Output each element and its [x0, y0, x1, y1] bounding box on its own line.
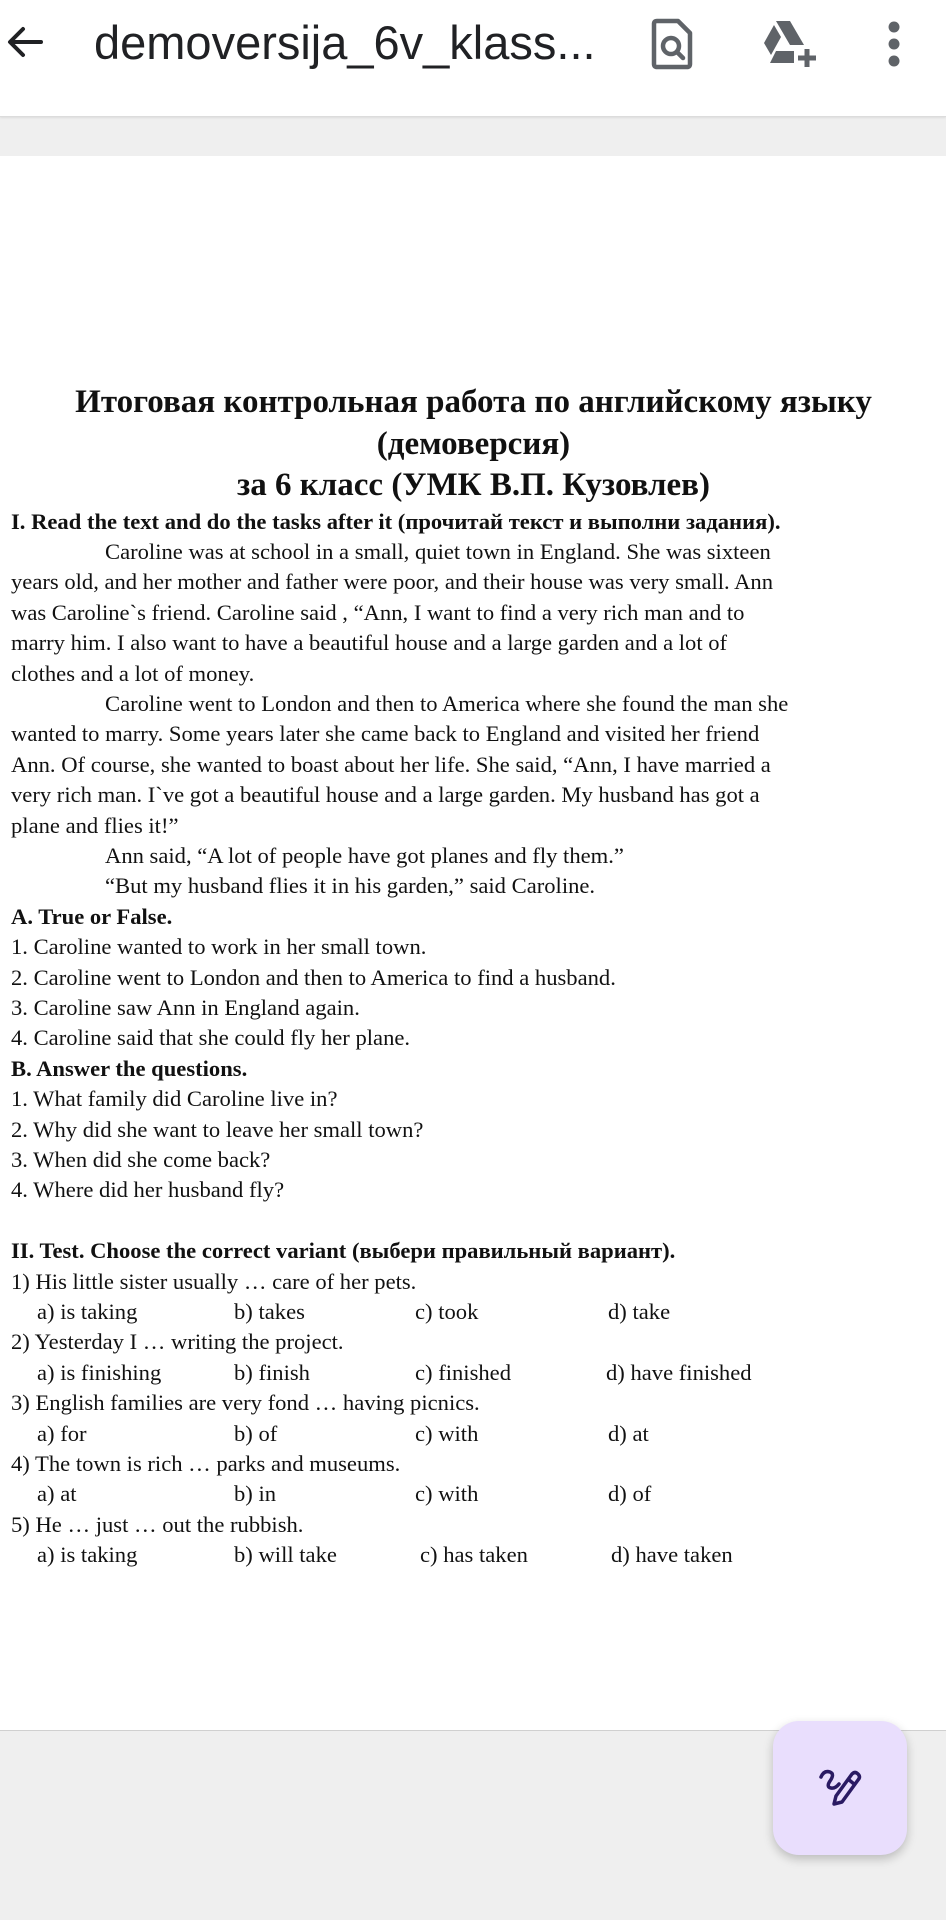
test-options [11, 1479, 936, 1509]
story-line: very rich man. I`ve got a beautiful house and a large garden. My husband has got a [11, 782, 760, 808]
more-vert-icon [886, 21, 902, 67]
section-2-heading: II. Test. Choose the correct variant (выбери правильный вариант). [11, 1238, 676, 1264]
part-a-item: 3. Caroline saw Ann in England again. [11, 995, 360, 1020]
option-a: a) at [37, 1481, 77, 1507]
test-options [11, 1358, 936, 1388]
add-to-drive-button[interactable] [757, 12, 821, 76]
story-line: was Caroline`s friend. Caroline said , “Ann, I want to find a very rich man and to [11, 599, 745, 625]
find-in-page-icon [650, 18, 694, 70]
document-content [11, 382, 936, 1571]
test-question: 5) He … just … out the rubbish. [11, 1511, 304, 1537]
test-options [11, 1297, 936, 1327]
option-d: d) at [608, 1420, 649, 1446]
option-a: a) is finishing [37, 1359, 162, 1385]
test-question: 3) English families are very fond … having picnics. [11, 1390, 480, 1416]
part-b-item: 4. Where did her husband fly? [11, 1177, 285, 1203]
story-line: wanted to marry. Some years later she came back to England and visited her friend [11, 721, 760, 747]
blank-line [11, 1206, 936, 1236]
option-b: b) of [234, 1420, 278, 1446]
option-a: a) is taking [37, 1299, 138, 1325]
option-b: b) will take [234, 1542, 337, 1568]
option-d: d) take [608, 1299, 671, 1325]
part-a-item: 1. Caroline wanted to work in her small town. [11, 934, 427, 960]
option-b: b) takes [234, 1299, 305, 1325]
document-page [0, 156, 946, 1731]
section-1-heading: I. Read the text and do the tasks after it (прочитай текст и выполни задания). [11, 508, 781, 534]
document-title: demoversija_6v_klass... [94, 16, 596, 69]
part-b-item: 1. What family did Caroline live in? [11, 1086, 338, 1112]
more-options-button[interactable] [862, 12, 926, 76]
option-c: c) with [415, 1481, 479, 1507]
option-b: b) in [234, 1481, 277, 1507]
option-c: c) finished [415, 1359, 511, 1385]
part-a-item: 2. Caroline went to London and then to America to find a husband. [11, 964, 616, 990]
story-line: Caroline was at school in a small, quiet town in England. She was sixteen [105, 538, 771, 564]
doc-heading-line-2: (демоверсия) [376, 425, 571, 462]
part-a-item: 4. Caroline said that she could fly her plane. [11, 1025, 411, 1051]
test-question: 4) The town is rich … parks and museums. [11, 1451, 401, 1477]
story-line: “But my husband flies it in his garden,” said Caroline. [105, 873, 596, 899]
edit-fab-button[interactable] [773, 1721, 907, 1855]
doc-heading-line-3: за 6 класс (УМК В.П. Кузовлев) [236, 467, 710, 503]
test-options [11, 1540, 936, 1570]
part-b-item: 3. When did she come back? [11, 1147, 271, 1173]
part-a-heading: A. True or False. [11, 903, 173, 929]
option-d: d) of [608, 1481, 652, 1507]
option-a: a) for [37, 1420, 87, 1446]
story-line: years old, and her mother and father were poor, and their house was very small. Ann [11, 569, 774, 595]
option-c: c) took [415, 1299, 479, 1325]
test-question: 2) Yesterday I … writing the project. [11, 1329, 344, 1355]
story-line: clothes and a lot of money. [11, 660, 255, 686]
option-c: c) with [415, 1420, 479, 1446]
story-line: plane and flies it!” [11, 812, 179, 838]
story-line: Ann said, “A lot of people have got planes and fly them.” [105, 842, 624, 868]
add-to-drive-icon [760, 19, 818, 69]
story-line: Ann. Of course, she wanted to boast about her life. She said, “Ann, I have married a [11, 751, 771, 777]
option-d: d) have finished [606, 1359, 752, 1385]
option-b: b) finish [234, 1359, 310, 1385]
back-button[interactable] [0, 14, 50, 70]
story-line: Caroline went to London and then to America where she found the man she [105, 690, 789, 716]
find-in-page-button[interactable] [640, 12, 704, 76]
story-line: marry him. I also want to have a beautiful house and a large garden and a lot of [11, 630, 728, 656]
option-d: d) have taken [611, 1542, 733, 1568]
option-a: a) is taking [37, 1542, 138, 1568]
part-b-item: 2. Why did she want to leave her small town? [11, 1116, 424, 1142]
doc-heading-line-1: Итоговая контрольная работа по английскому языку [75, 384, 872, 420]
edit-pencil-icon [816, 1764, 864, 1812]
app-toolbar [0, 0, 946, 117]
arrow-back-icon [5, 22, 45, 62]
test-options [11, 1419, 936, 1449]
part-b-heading: B. Answer the questions. [11, 1055, 248, 1081]
test-question: 1) His little sister usually … care of her pets. [11, 1268, 417, 1294]
option-c: c) has taken [420, 1542, 528, 1568]
